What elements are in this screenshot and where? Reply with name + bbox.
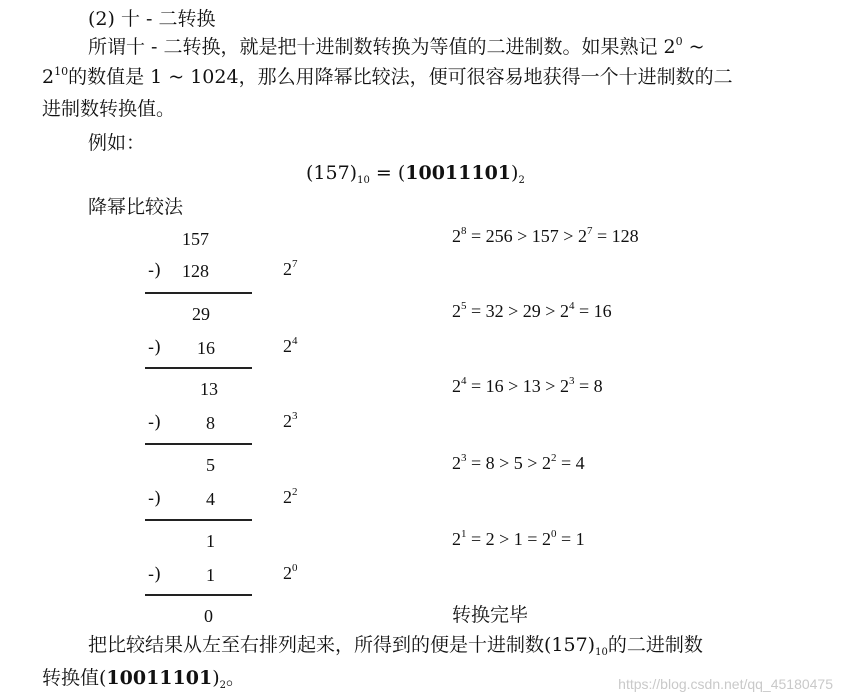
rule-2-a-exp: 4 xyxy=(461,375,467,387)
rule-4-a-exp: 1 xyxy=(461,528,467,540)
subtract-3: 4 xyxy=(206,489,215,509)
divider-line-2 xyxy=(145,443,252,445)
rule-2-a: 2 xyxy=(452,376,461,396)
remainder-3: 5 xyxy=(206,455,215,475)
rule-3-a-exp: 3 xyxy=(461,452,467,464)
section-heading: (2) 十 - 二转换 xyxy=(88,8,216,30)
example-equation xyxy=(306,162,525,184)
power-1-exp: 4 xyxy=(292,335,298,347)
conclusion-line-2-sub: 2 xyxy=(219,680,226,691)
remainder-0: 157 xyxy=(182,229,209,249)
rule-4-text2: = 1 xyxy=(556,529,585,549)
rule-1-a-exp: 5 xyxy=(461,300,467,312)
intro-line-2-sup: 10 xyxy=(54,65,69,78)
subtract-1: 16 xyxy=(197,338,215,358)
conclusion-line-2-end: 。 xyxy=(225,667,245,689)
power-1-base: 2 xyxy=(283,336,292,356)
rule-0-a: 2 xyxy=(452,226,461,246)
conclusion-line-1-text: 把比较结果从左至右排列起来，所得到的便是十进制数(157) xyxy=(88,634,596,656)
method-label: 降幂比较法 xyxy=(88,196,184,218)
power-3-exp: 2 xyxy=(292,486,298,498)
rule-1-a: 2 xyxy=(452,301,461,321)
power-1 xyxy=(283,335,298,357)
power-3 xyxy=(283,486,298,508)
intro-line-1-sup: 0 xyxy=(675,35,683,48)
rule-3-text1: = 8 > 5 > 2 xyxy=(466,453,551,473)
intro-line-1-end: ~ xyxy=(682,36,705,58)
rule-0-a-exp: 8 xyxy=(461,225,467,237)
conclusion-line-1-end: 的二进制数 xyxy=(607,634,703,656)
minus-4: -) xyxy=(148,564,162,585)
rule-3-b-exp: 2 xyxy=(550,452,557,464)
conclusion-line-2-text: 转换值( xyxy=(42,667,107,689)
conclusion-line-2-close: ) xyxy=(212,667,220,689)
rule-1-text2: = 16 xyxy=(574,301,612,321)
conclusion-line-1-sub: 10 xyxy=(595,647,608,658)
minus-1: -) xyxy=(148,337,162,358)
equation-eq: = xyxy=(369,162,398,184)
rule-1 xyxy=(452,301,612,322)
power-4-exp: 0 xyxy=(292,562,298,574)
power-2-exp: 3 xyxy=(292,410,298,422)
power-4 xyxy=(283,562,298,584)
rule-1-b-exp: 4 xyxy=(568,300,575,312)
rule-4-text1: = 2 > 1 = 2 xyxy=(466,529,551,549)
rule-4 xyxy=(452,529,585,550)
divider-line-3 xyxy=(145,519,252,521)
equation-rhs-binary: 10011101 xyxy=(405,162,512,184)
rule-3-text2: = 4 xyxy=(556,453,585,473)
rule-2-b-exp: 3 xyxy=(568,375,575,387)
equation-lhs: (157) xyxy=(306,162,358,184)
power-2 xyxy=(283,410,298,432)
divider-line-1 xyxy=(145,367,252,369)
rule-0-text2: = 128 xyxy=(592,226,639,246)
subtract-0: 128 xyxy=(182,261,209,281)
example-label: 例如： xyxy=(88,132,146,154)
intro-line-2-base: 2 xyxy=(42,66,55,88)
rule-2-text2: = 8 xyxy=(574,376,603,396)
power-0-exp: 7 xyxy=(292,258,298,270)
rule-3 xyxy=(452,453,585,474)
minus-3: -) xyxy=(148,488,162,509)
power-3-base: 2 xyxy=(283,487,292,507)
intro-line-3: 进制数转换值。 xyxy=(42,98,176,120)
remainder-4: 1 xyxy=(206,531,215,551)
divider-line-0 xyxy=(145,292,252,294)
power-0 xyxy=(283,258,298,280)
minus-0: -) xyxy=(148,260,162,281)
equation-rhs-sub: 2 xyxy=(518,175,525,186)
divider-line-4 xyxy=(145,594,252,596)
rule-0-b-exp: 7 xyxy=(586,225,593,237)
intro-line-1 xyxy=(88,36,705,58)
power-4-base: 2 xyxy=(283,563,292,583)
power-2-base: 2 xyxy=(283,411,292,431)
rule-1-text1: = 32 > 29 > 2 xyxy=(466,301,569,321)
watermark: https://blog.csdn.net/qq_45180475 xyxy=(618,676,833,692)
subtract-2: 8 xyxy=(206,413,215,433)
power-0-base: 2 xyxy=(283,259,292,279)
rule-0 xyxy=(452,226,639,247)
conclusion-line-1 xyxy=(88,634,703,656)
remainder-1: 29 xyxy=(192,304,210,324)
intro-line-2-text: 的数值是 1 ~ 1024，那么用降幂比较法，便可很容易地获得一个十进制数的二 xyxy=(68,66,733,88)
rule-2-text1: = 16 > 13 > 2 xyxy=(466,376,569,396)
rule-2 xyxy=(452,376,603,397)
rule-3-a: 2 xyxy=(452,453,461,473)
remainder-2: 13 xyxy=(200,379,218,399)
equation-lhs-sub: 10 xyxy=(357,175,370,186)
subtract-4: 1 xyxy=(206,565,215,585)
rule-0-text1: = 256 > 157 > 2 xyxy=(466,226,587,246)
intro-line-2 xyxy=(42,66,733,88)
conclusion-binary: 10011101 xyxy=(106,667,213,689)
minus-2: -) xyxy=(148,412,162,433)
equation-rhs-close: ) xyxy=(511,162,519,184)
conclusion-line-2 xyxy=(42,667,245,689)
done-text: 转换完毕 xyxy=(452,604,529,626)
rule-4-b-exp: 0 xyxy=(550,528,557,540)
equation-rhs-open: ( xyxy=(397,162,406,184)
final-remainder: 0 xyxy=(204,606,213,626)
intro-line-1-text: 所谓十 - 二转换，就是把十进制数转换为等值的二进制数。如果熟记 2 xyxy=(88,36,676,58)
rule-4-a: 2 xyxy=(452,529,461,549)
